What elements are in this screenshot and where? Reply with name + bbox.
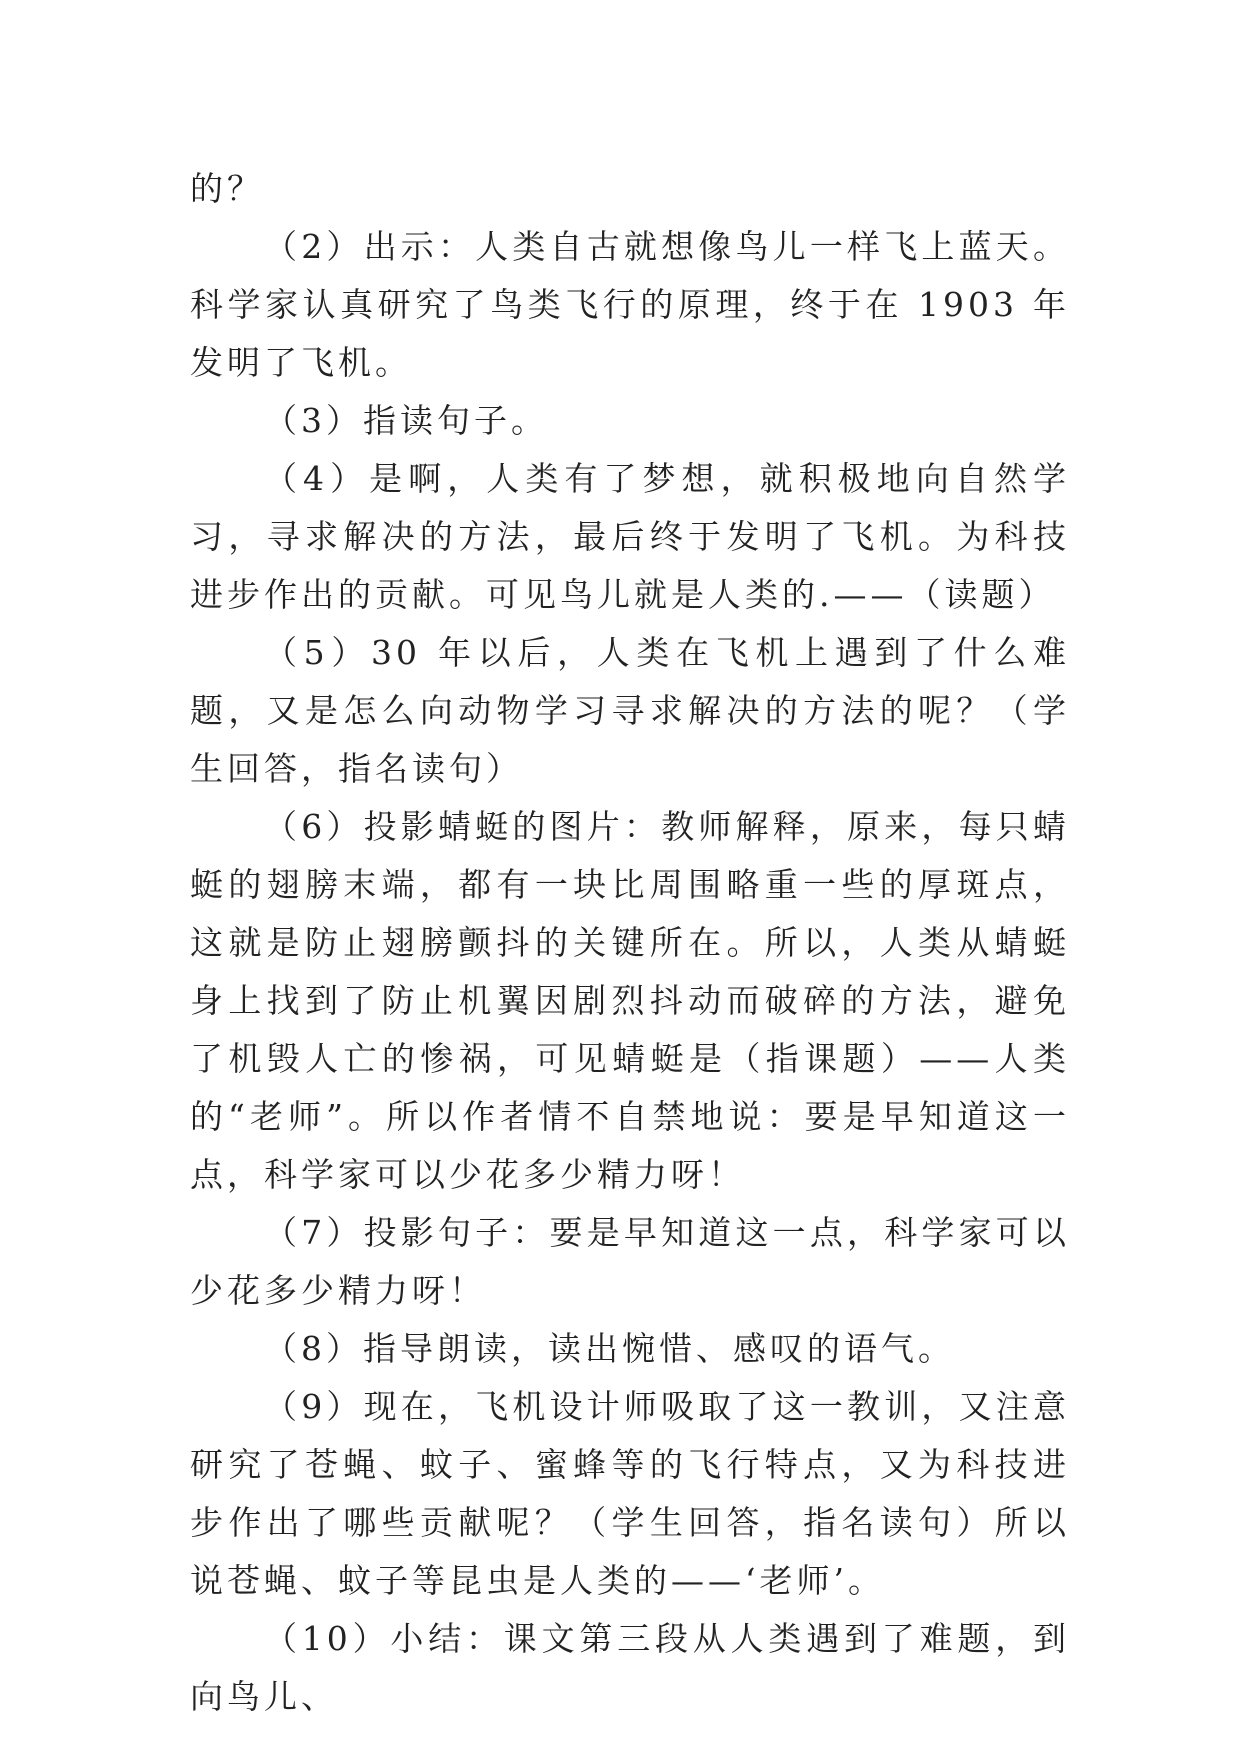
paragraph-step-2: （2）出示：人类自古就想像鸟儿一样飞上蓝天。科学家认真研究了鸟类飞行的原理，终于在 1903 年发明了飞机。 <box>190 227 1070 382</box>
paragraph-step-10: （10）小结：课文第三段从人类遇到了难题，到向鸟儿、 <box>190 1619 1070 1716</box>
paragraph-step-9: （9）现在，飞机设计师吸取了这一教训，又注意研究了苍蝇、蚊子、蜜蜂等的飞行特点，又为科技进步作出了哪些贡献呢？（学生回答，指名读句）所以说苍蝇、蚊子等昆虫是人类的——‘老师’。 <box>190 1387 1070 1600</box>
paragraph-step-4: （4）是啊，人类有了梦想，就积极地向自然学习，寻求解决的方法，最后终于发明了飞机。为科技进步作出的贡献。可见鸟儿就是人类的.——（读题） <box>190 459 1070 614</box>
paragraph-step-3: （3）指读句子。 <box>264 401 548 440</box>
paragraph-step-5: （5）30 年以后，人类在飞机上遇到了什么难题，又是怎么向动物学习寻求解决的方法的呢？（学生回答，指名读句） <box>190 633 1070 788</box>
paragraph-step-7: （7）投影句子：要是早知道这一点，科学家可以少花多少精力呀！ <box>190 1213 1070 1310</box>
lesson-text <box>190 160 1070 1726</box>
paragraph-step-6: （6）投影蜻蜓的图片：教师解释，原来，每只蜻蜓的翅膀末端，都有一块比周围略重一些的厚斑点，这就是防止翅膀颤抖的关键所在。所以，人类从蜻蜓身上找到了防止机翼因剧烈抖动而破碎的方法，避免了机毁人亡的惨祸，可见蜻蜓是（指课题）——人类的“老师”。所以作者情不自禁地说：要是早知道这一点，科学家可以少花多少精力呀！ <box>190 807 1070 1194</box>
paragraph-continuation: 的？ <box>190 169 264 208</box>
paragraph-step-8: （8）指导朗读，读出惋惜、感叹的语气。 <box>264 1329 955 1368</box>
